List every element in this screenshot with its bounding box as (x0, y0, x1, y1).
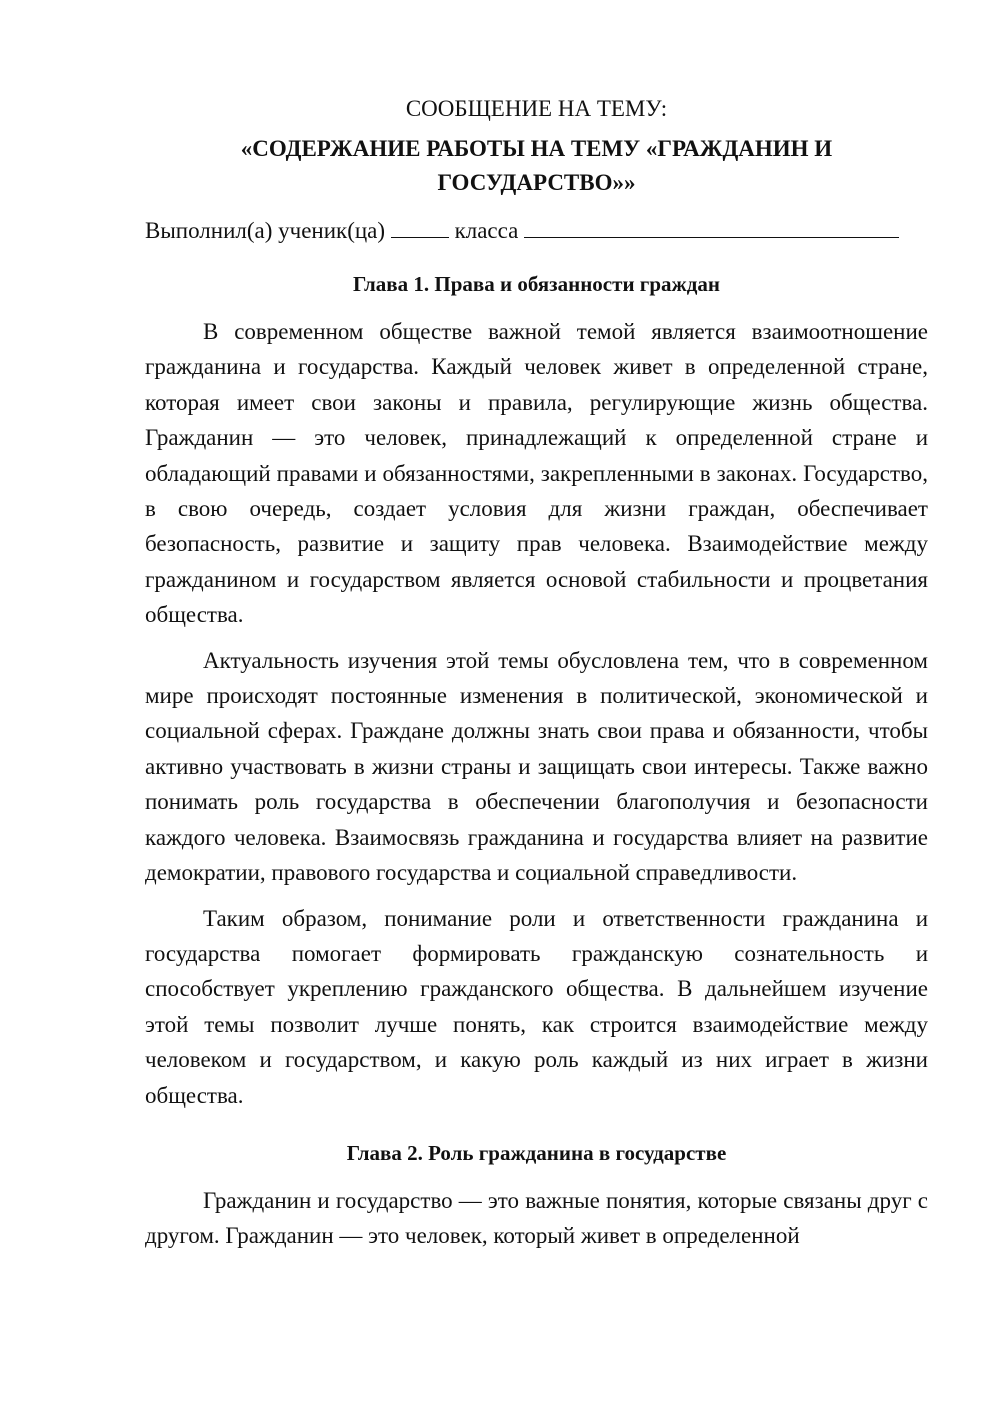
chapter-1-title: Глава 1. Права и обязанности граждан (353, 272, 720, 296)
chapter-1-paragraph: В современном обществе важной темой является взаимоотношение гражданина и государства. Каждый человек живет в определенной стране, которая имеет свои законы и правила, регулирующие жизнь общества. Гражданин — это человек, принадлежащий к определенной стране и обладающий правами и обязанностями, закрепленными в законах. Государство, в свою очередь, создает условия для жизни граждан, обеспечивает безопасность, развитие и защиту прав человека. Взаимодействие между гражданином и государством является основой стабильности и процветания общества. (145, 319, 928, 628)
student-prefix: Выполнил(а) ученик(ца) (145, 218, 386, 243)
chapter-1-paragraph: Актуальность изучения этой темы обусловлена тем, что в современном мире происходят постоянные изменения в политической, экономической и социальной сферах. Граждане должны знать свои права и обязанности, чтобы активно участвовать в жизни страны и защищать свои интересы. Также важно понимать роль государства в обеспечении благополучия и безопасности каждого человека. Взаимосвязь гражданина и государства влияет на развитие демократии, правового государства и социальной справедливости. (145, 647, 928, 886)
grade-blank (391, 215, 449, 238)
student-line (145, 214, 928, 248)
document-title: «СОДЕРЖАНИЕ РАБОТЫ НА ТЕМУ «ГРАЖДАНИН И ГОСУДАРСТВО»» (240, 136, 833, 195)
chapter-1-paragraph: Таким образом, понимание роли и ответственности гражданина и государства помогает формировать гражданскую сознательность и способствует укреплению гражданского общества. В дальнейшем изучение этой темы позволит лучше понять, как строится взаимодействие между человеком и государством, и какую роль каждый из них играет в жизни общества. (145, 905, 928, 1108)
chapter-2-title: Глава 2. Роль гражданина в государстве (346, 1140, 727, 1165)
document-content (145, 92, 928, 1264)
name-blank (524, 215, 899, 238)
chapter-2-paragraph: Гражданин и государство — это важные понятия, которые связаны друг с другом. Гражданин — это человек, который живет в определенной (145, 1187, 928, 1249)
header-line: СООБЩЕНИЕ НА ТЕМУ: (405, 96, 668, 121)
student-middle: класса (454, 218, 519, 243)
